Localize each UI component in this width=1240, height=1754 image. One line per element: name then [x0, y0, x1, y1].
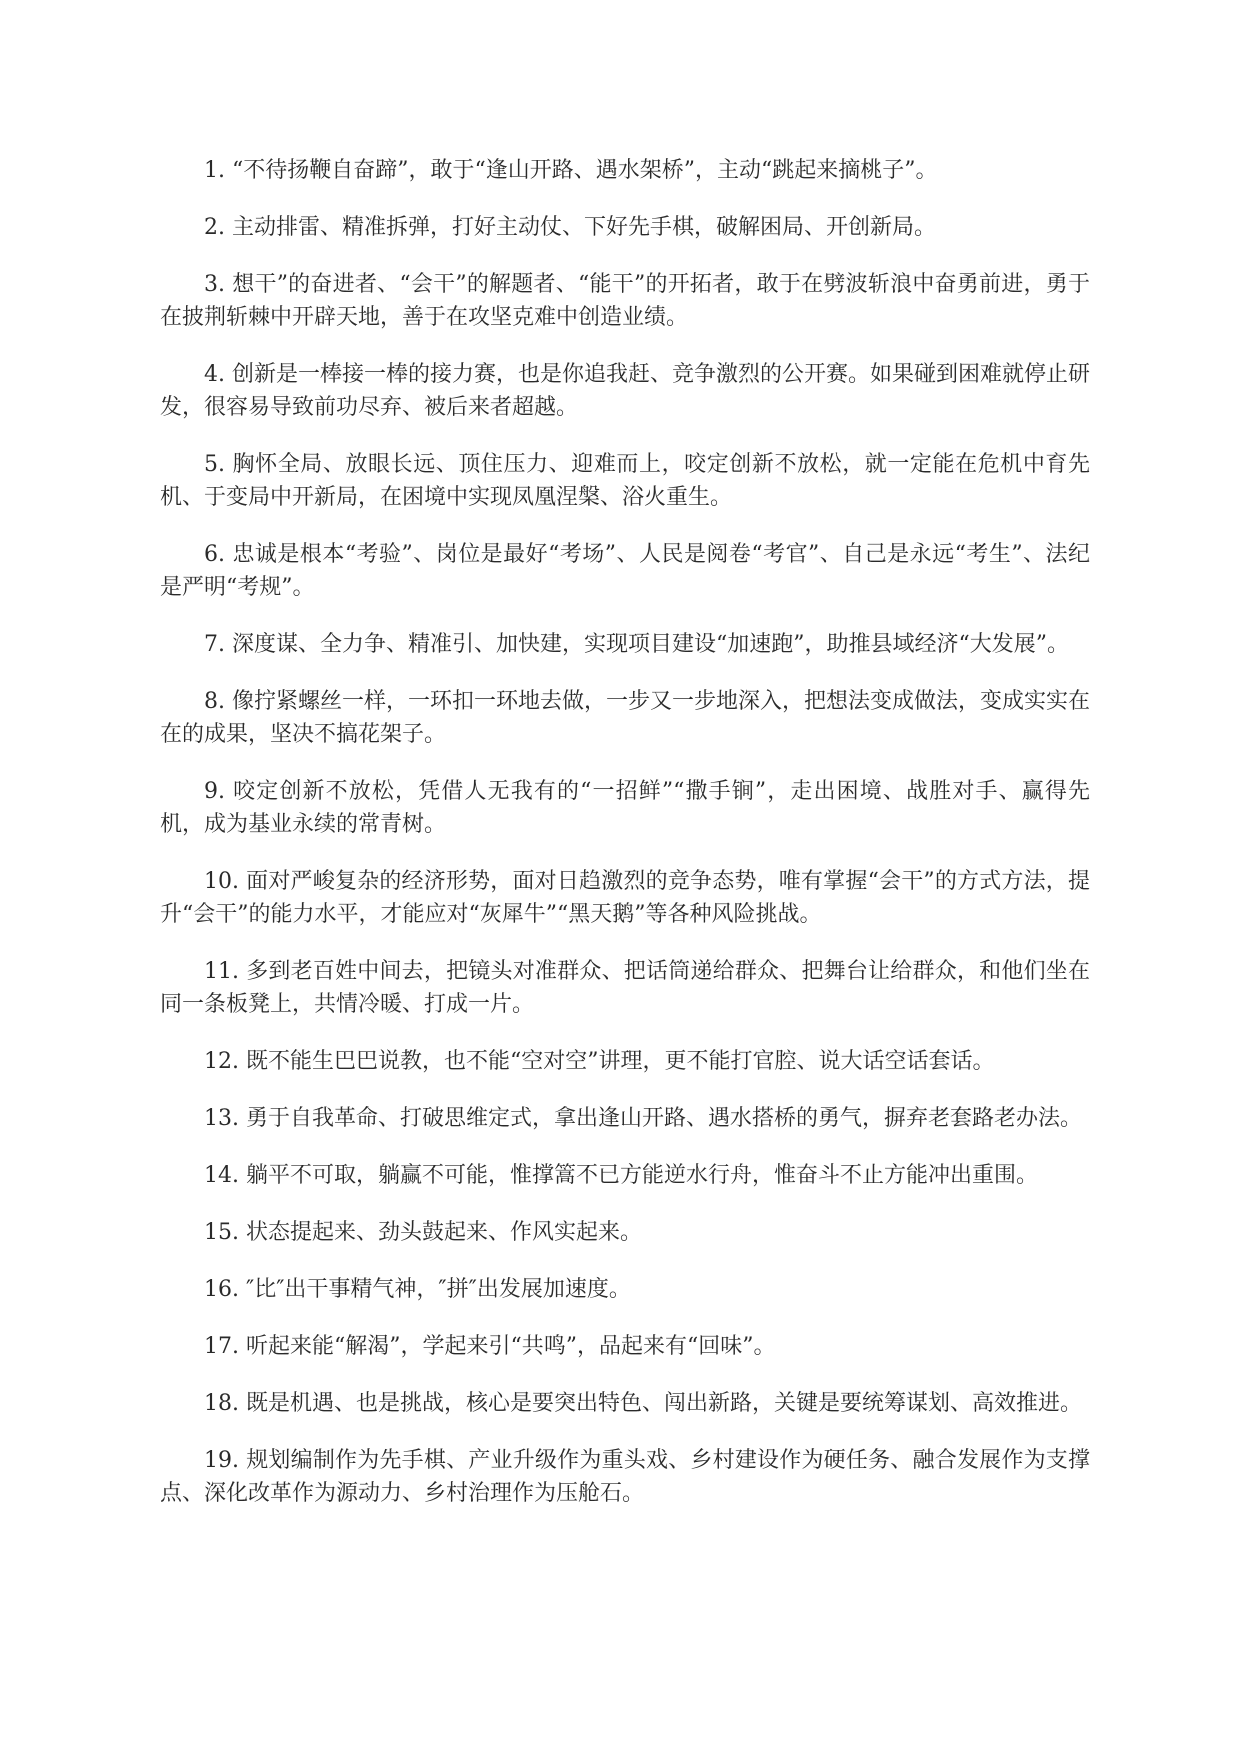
- list-item: 18. 既是机遇、也是挑战，核心是要突出特色、闯出新路，关键是要统筹谋划、高效推进。: [204, 1391, 1082, 1416]
- list-item: 11. 多到老百姓中间去，把镜头对准群众、把话筒递给群众、把舞台让给群众，和他们坐在同一条板凳上，共情冷暖、打成一片。: [160, 959, 1090, 1017]
- list-item: 14. 躺平不可取，躺赢不可能，惟撑篙不已方能逆水行舟，惟奋斗不止方能冲出重围。: [204, 1163, 1038, 1188]
- list-item: 16. ″比″出干事精气神，″拼″出发展加速度。: [204, 1277, 631, 1302]
- list-item: 7. 深度谋、全力争、精准引、加快建，实现项目建设“加速跑”，助推县域经济“大发展”。: [204, 632, 1069, 657]
- list-item: 2. 主动排雷、精准拆弹，打好主动仗、下好先手棋，破解困局、开创新局。: [204, 215, 936, 240]
- list-item: 17. 听起来能“解渴”，学起来引“共鸣”，品起来有“回味”。: [204, 1334, 776, 1359]
- list-item: 5. 胸怀全局、放眼长远、顶住压力、迎难而上，咬定创新不放松，就一定能在危机中育先机、于变局中开新局，在困境中实现凤凰涅槃、浴火重生。: [160, 452, 1090, 510]
- list-item: 1. “不待扬鞭自奋蹄”，敢于“逢山开路、遇水架桥”，主动“跳起来摘桃子”。: [204, 158, 938, 183]
- list-item: 8. 像拧紧螺丝一样，一环扣一环地去做，一步又一步地深入，把想法变成做法，变成实实在在的成果，坚决不搞花架子。: [160, 689, 1090, 747]
- list-item: 9. 咬定创新不放松，凭借人无我有的“一招鲜”“撒手锏”，走出困境、战胜对手、赢得先机，成为基业永续的常青树。: [160, 779, 1090, 837]
- list-item: 3. 想干”的奋进者、“会干”的解题者、“能干”的开拓者，敢于在劈波斩浪中奋勇前进，勇于在披荆斩棘中开辟天地，善于在攻坚克难中创造业绩。: [160, 272, 1090, 330]
- list-item: 4. 创新是一棒接一棒的接力赛，也是你追我赶、竞争激烈的公开赛。如果碰到困难就停止研发，很容易导致前功尽弃、被后来者超越。: [160, 362, 1090, 420]
- list-item: 19. 规划编制作为先手棋、产业升级作为重头戏、乡村建设作为硬任务、融合发展作为支撑点、深化改革作为源动力、乡村治理作为压舱石。: [160, 1448, 1090, 1506]
- list-item: 6. 忠诚是根本“考验”、岗位是最好“考场”、人民是阅卷“考官”、自己是永远“考生”、法纪是严明“考规”。: [160, 542, 1090, 600]
- list-item: 13. 勇于自我革命、打破思维定式，拿出逢山开路、遇水搭桥的勇气，摒弃老套路老办法。: [204, 1106, 1082, 1131]
- document-body: [160, 154, 1090, 1534]
- list-item: 12. 既不能生巴巴说教，也不能“空对空”讲理，更不能打官腔、说大话空话套话。: [204, 1049, 995, 1074]
- list-item: 15. 状态提起来、劲头鼓起来、作风实起来。: [204, 1220, 642, 1245]
- list-item: 10. 面对严峻复杂的经济形势，面对日趋激烈的竞争态势，唯有掌握“会干”的方式方法，提升“会干”的能力水平，才能应对“灰犀牛”“黑天鹅”等各种风险挑战。: [160, 869, 1090, 927]
